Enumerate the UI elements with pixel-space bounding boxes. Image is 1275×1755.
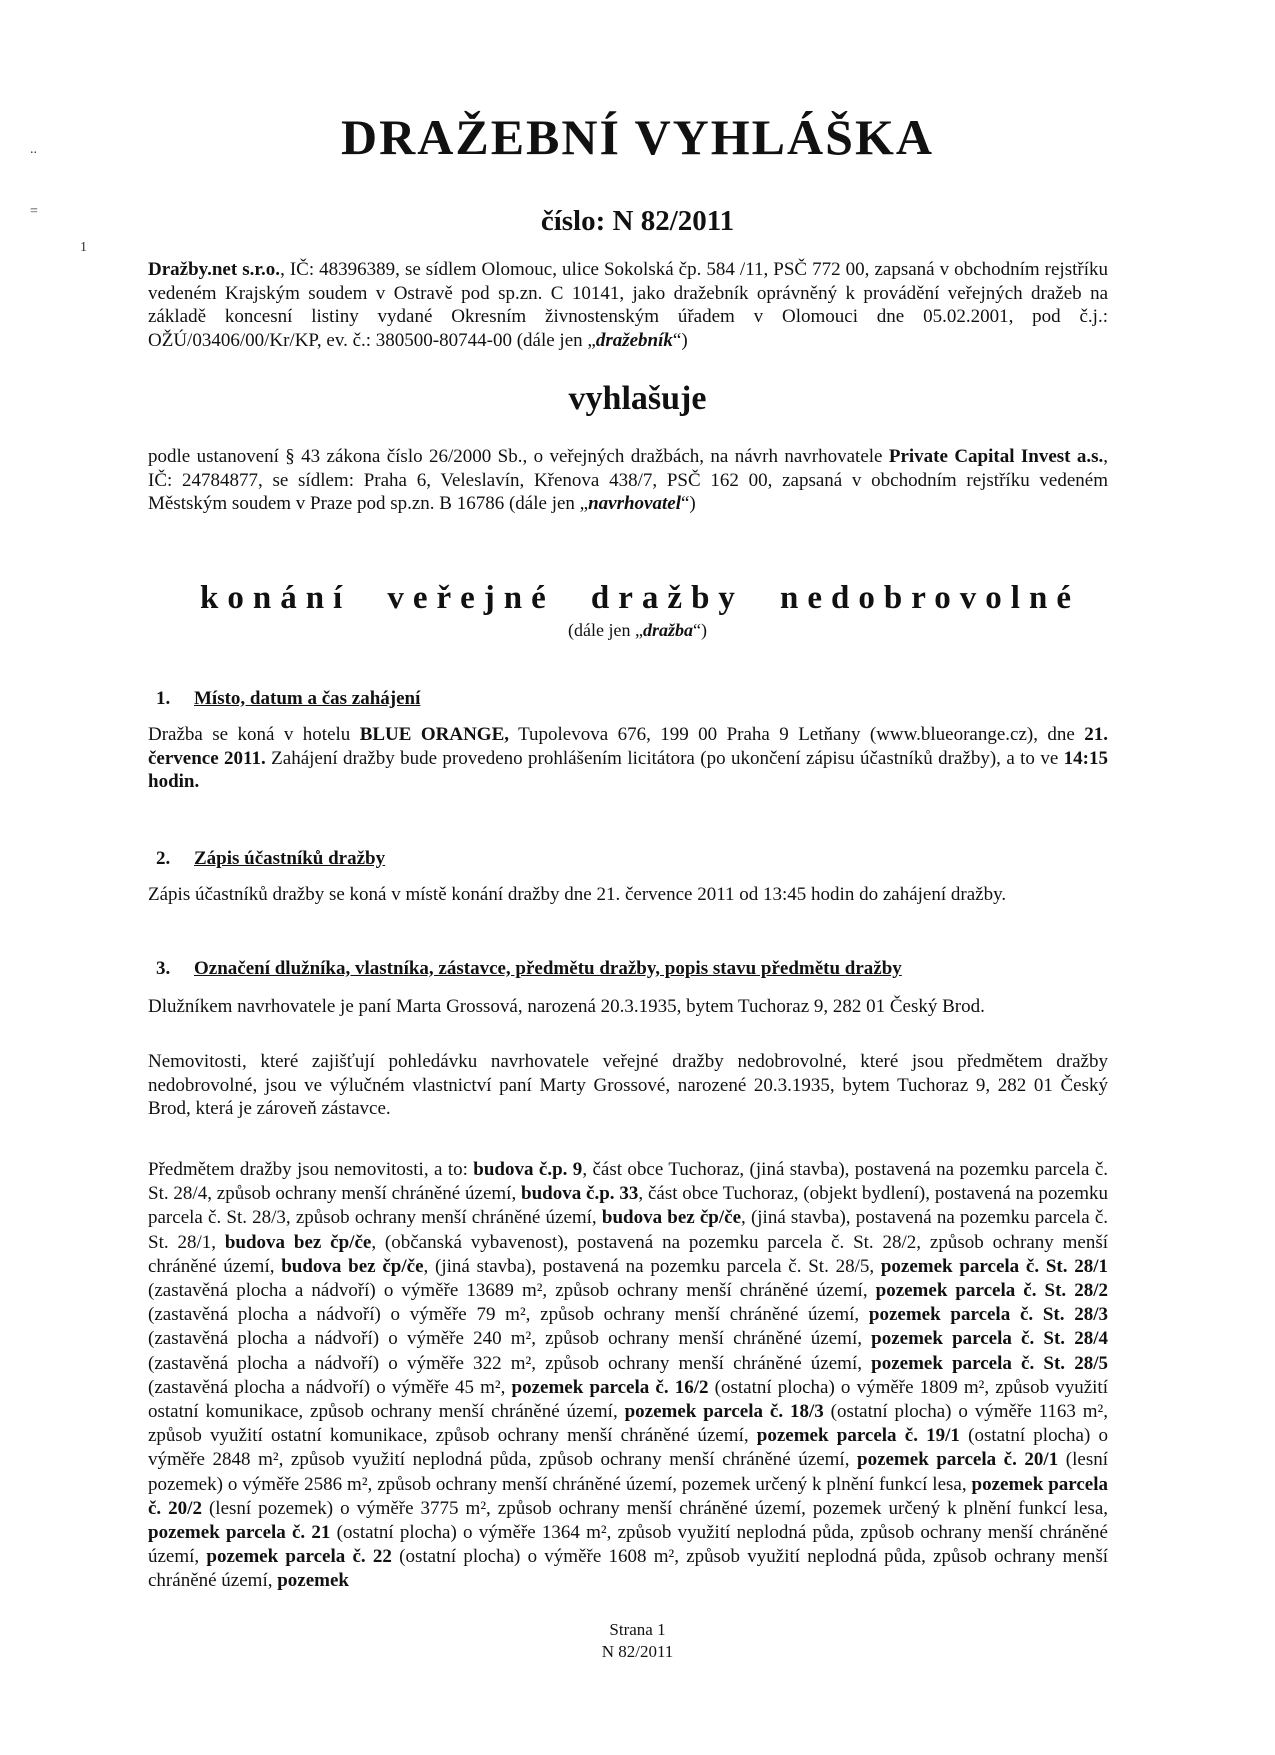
- auction-alias-note: [0, 620, 1275, 641]
- property-item: budova bez čp/če: [224, 1231, 372, 1253]
- proposer-alias: navrhovatel: [588, 493, 681, 514]
- property-item: pozemek parcela č. St. 28/3: [868, 1304, 1109, 1326]
- section-number: 3.: [156, 958, 171, 979]
- auction-word: nedobrovolné: [780, 580, 1080, 616]
- section-title: Místo, datum a čas zahájení: [194, 688, 421, 709]
- property-item: pozemek: [277, 1570, 349, 1592]
- s1-text: Zahájení dražby bude provedeno prohlášením licitátora (po ukončení zápisu účastníků dražby), a to ve: [265, 747, 1064, 769]
- section-1-text: [148, 723, 1108, 794]
- auction-word: konání: [200, 580, 352, 616]
- auction-alias: dražba: [642, 620, 693, 640]
- subject-text: , (jiná stavba), postavená na pozemku parcela č. St. 28/1,: [148, 1207, 1108, 1253]
- property-item: budova č.p. 9: [473, 1159, 583, 1180]
- auction-note-pre: (dále jen „: [568, 620, 643, 640]
- section-number: 1.: [156, 688, 171, 709]
- proposer-end: “): [680, 493, 696, 514]
- subject-text: , část obce Tuchoraz, (jiná stavba), postavená na pozemku parcela č. St. 28/4, způsob ochrany menší chráněné území,: [148, 1159, 1108, 1205]
- page-number: Strana 1: [609, 1620, 666, 1639]
- property-item: pozemek parcela č. 21: [148, 1522, 331, 1544]
- property-item: pozemek parcela č. St. 28/1: [880, 1255, 1109, 1277]
- auction-note-end: “): [692, 620, 707, 640]
- subject-text: Předmětem dražby jsou nemovitosti, a to:: [148, 1159, 474, 1180]
- hotel-name: BLUE ORANGE,: [359, 724, 510, 745]
- auction-word: veřejné: [387, 580, 555, 616]
- section-title: Označení dlužníka, vlastníka, zástavce, předmětu dražby, popis stavu předmětu dražby: [194, 958, 902, 979]
- intro-text: , IČ: 48396389, se sídlem Olomouc, ulice Sokolská čp. 584 /11, PSČ 772 00, zapsaná v obchodním rejstříku vedeném Krajským soudem v Ostravě pod sp.zn. C 10141, jako dražebník oprávněný k provádění veřejných dražeb na základě koncesní listiny vydané Okresním živnostenským úřadem v Olomouci dne 05.02.2001, pod č.j.: OŽÚ/03406/00/Kr/KP, ev. č.: 380500-80744-00 (dále jen „: [148, 259, 1108, 351]
- auctioneer-alias: dražebník: [595, 329, 673, 351]
- subject-text: (zastavěná plocha a nádvoří) o výměře 79 m², způsob ochrany menší chráněné území,: [148, 1304, 869, 1326]
- proposer-name: Private Capital Invest a.s.: [888, 446, 1104, 467]
- auction-word: dražby: [590, 580, 744, 616]
- margin-mark: 1: [80, 240, 87, 255]
- property-item: pozemek parcela č. 16/2: [511, 1376, 709, 1398]
- property-item: pozemek parcela č. 18/3: [624, 1401, 824, 1423]
- announces-heading: vyhlašuje: [568, 380, 707, 417]
- property-item: pozemek parcela č. St. 28/5: [871, 1352, 1109, 1374]
- property-item: pozemek parcela č. St. 28/2: [875, 1280, 1108, 1302]
- section-title: Zápis účastníků dražby: [194, 848, 386, 869]
- section-heading: [156, 848, 385, 870]
- subject-text: , část obce Tuchoraz, (objekt bydlení), postavená na pozemku parcela č. St. 28/3, způsob ochrany menší chráněné území,: [148, 1183, 1109, 1229]
- subject-text: (ostatní plocha) o výměře 1364 m², způsob využití neplodná půda, způsob ochrany menší chráněné území,: [148, 1522, 1108, 1568]
- owner-paragraph: Nemovitosti, které zajišťují pohledávku navrhovatele veřejné dražby nedobrovolné, které jsou předmětem dražby nedobrovolné, jsou ve výlučném vlastnictví paní Marty Grossové, narozené 20.3.1935, bytem Tuchoraz 9, 282 01 Český Brod, která je zároveň zástavce.: [148, 1051, 1108, 1119]
- property-item: pozemek parcela č. 20/2: [148, 1473, 1108, 1519]
- auction-date: 21. července 2011.: [148, 724, 1108, 769]
- margin-mark: ..: [30, 142, 37, 157]
- document-number: číslo: N 82/2011: [540, 205, 735, 237]
- property-item: budova bez čp/če: [281, 1255, 424, 1277]
- subject-text: (zastavěná plocha a nádvoří) o výměře 13689 m², způsob ochrany menší chráněné území,: [148, 1280, 876, 1302]
- property-item: pozemek parcela č. 22: [206, 1546, 392, 1568]
- property-item: pozemek parcela č. 19/1: [756, 1425, 960, 1447]
- s1-text: Dražba se koná v hotelu: [148, 724, 360, 745]
- section-heading: [156, 958, 902, 980]
- subject-text: (ostatní plocha) o výměře 1809 m², způsob využití ostatní komunikace, způsob ochrany menší chráněné území,: [148, 1376, 1108, 1423]
- property-item: pozemek parcela č. 20/1: [857, 1449, 1059, 1471]
- subject-text: (ostatní plocha) o výměře 2848 m², způsob využití neplodná půda, způsob ochrany menší chráněné území,: [148, 1425, 1108, 1471]
- document-title: DRAŽEBNÍ VYHLÁŠKA: [341, 109, 934, 165]
- s1-text: Tupolevova 676, 199 00 Praha 9 Letňany (www.blueorange.cz), dne: [509, 724, 1085, 745]
- margin-mark: =: [30, 204, 38, 219]
- subject-text: (zastavěná plocha a nádvoří) o výměře 240 m², způsob ochrany menší chráněné území,: [148, 1328, 872, 1350]
- subject-text: , (občanská vybavenost), postavená na pozemku parcela č. St. 28/2, způsob ochrany menší chráněné území,: [148, 1231, 1108, 1277]
- subject-text: (lesní pozemek) o výměře 2586 m², způsob ochrany menší chráněné území, pozemek určený k plnění funkcí lesa,: [148, 1449, 1108, 1495]
- subject-text: (zastavěná plocha a nádvoří) o výměře 45 m²,: [148, 1376, 512, 1398]
- subject-text: (lesní pozemek) o výměře 3775 m², způsob ochrany menší chráněné území, pozemek určený k plnění funkcí lesa,: [201, 1497, 1108, 1519]
- section-number: 2.: [156, 848, 171, 869]
- intro-paragraph: [148, 258, 1108, 352]
- property-item: budova bez čp/če: [601, 1207, 742, 1229]
- subject-text: (zastavěná plocha a nádvoří) o výměře 322 m², způsob ochrany menší chráněné území,: [148, 1352, 872, 1374]
- property-item: pozemek parcela č. St. 28/4: [871, 1328, 1109, 1350]
- proposer-paragraph: [148, 445, 1108, 516]
- auction-type-heading: [200, 580, 1080, 617]
- proposer-pre: podle ustanovení § 43 zákona číslo 26/2000 Sb., o veřejných dražbách, na návrh navrhovatele: [148, 446, 889, 467]
- footer-reference: N 82/2011: [601, 1642, 674, 1661]
- section-heading: [156, 688, 420, 710]
- auctioneer-name: Dražby.net s.r.o.: [148, 259, 281, 280]
- section-2-text: Zápis účastníků dražby se koná v místě konání dražby dne 21. července 2011 od 13:45 hodin do zahájení dražby.: [148, 884, 1007, 905]
- property-item: budova č.p. 33: [521, 1183, 639, 1205]
- subject-paragraph: [148, 1158, 1108, 1594]
- intro-end: “): [672, 329, 688, 351]
- debtor-paragraph: Dlužníkem navrhovatele je paní Marta Grossová, narozená 20.3.1935, bytem Tuchoraz 9, 282 01 Český Brod.: [148, 996, 985, 1017]
- subject-text: (ostatní plocha) o výměře 1163 m², způsob využití ostatní komunikace, způsob ochrany menší chráněné území,: [148, 1401, 1108, 1447]
- proposer-text: , IČ: 24784877, se sídlem: Praha 6, Veleslavín, Křenova 438/7, PSČ 162 00, zapsaná v obchodním rejstříku vedeném Městským soudem v Praze pod sp.zn. B 16786 (dále jen „: [148, 446, 1108, 514]
- subject-text: (ostatní plocha) o výměře 1608 m², způsob využití neplodná půda, způsob ochrany menší chráněné území,: [148, 1546, 1108, 1592]
- auction-time: 14:15 hodin.: [148, 747, 1108, 792]
- subject-text: , (jiná stavba), postavená na pozemku parcela č. St. 28/5,: [423, 1255, 881, 1277]
